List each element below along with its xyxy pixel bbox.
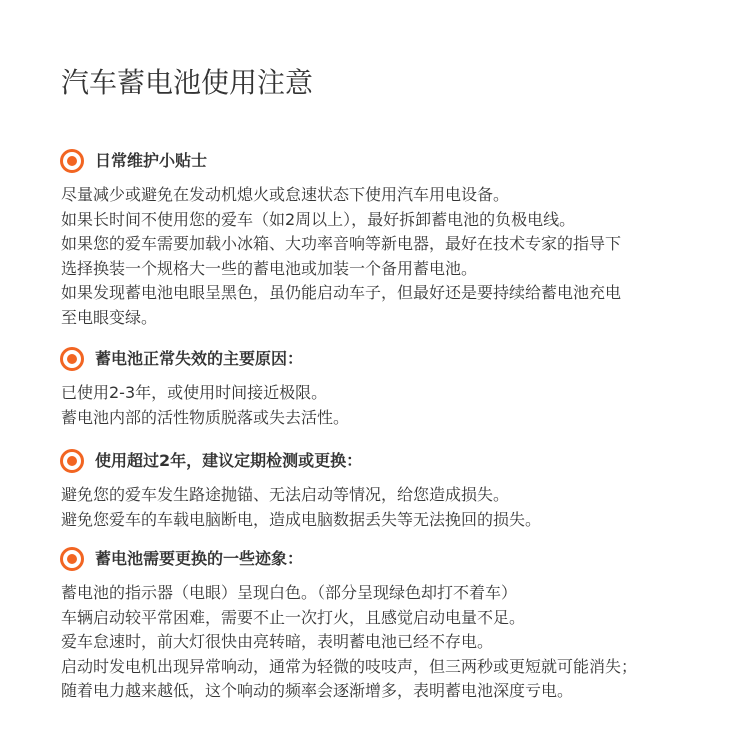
body-line: 避免您爱车的车载电脑断电，造成电脑数据丢失等无法挽回的损失。	[61, 509, 542, 529]
body-line: 蓄电池内部的活性物质脱落或失去活性。	[61, 407, 350, 427]
page-title: 汽车蓄电池使用注意	[61, 66, 314, 99]
section-title: 蓄电池需要更换的一些迹象：	[95, 549, 304, 568]
body-line: 爱车怠速时，前大灯很快由亮转暗，表明蓄电池已经不存电。	[61, 632, 494, 651]
body-line: 避免您的爱车发生路途抛锚、无法启动等情况，给您造成损失。	[61, 485, 510, 504]
section-body	[61, 381, 721, 430]
radio-bullet-icon	[60, 347, 84, 371]
section-regular-check	[0, 449, 750, 529]
body-line: 车辆启动较平常困难，需要不止一次打火，且感觉启动电量不足。	[61, 607, 526, 627]
section-body	[61, 483, 721, 532]
body-line: 随着电力越来越低，这个响动的频率会逐渐增多，表明蓄电池深度亏电。	[61, 681, 574, 700]
section-header	[0, 347, 750, 373]
section-header	[0, 449, 750, 475]
section-header	[0, 547, 750, 573]
body-line: 选择换装一个规格大一些的蓄电池或加装一个备用蓄电池。	[61, 258, 478, 278]
section-failure-causes	[0, 347, 750, 427]
radio-bullet-icon	[60, 449, 84, 473]
section-title: 日常维护小贴士	[95, 151, 208, 170]
body-line: 已使用2-3年，或使用时间接近极限。	[61, 383, 328, 402]
section-title: 使用超过2年，建议定期检测或更换：	[95, 451, 363, 470]
radio-bullet-icon	[60, 547, 84, 571]
section-header	[0, 149, 750, 175]
section-body	[61, 183, 721, 330]
radio-bullet-icon	[60, 149, 84, 173]
body-line: 如果您的爱车需要加载小冰箱、大功率音响等新电器，最好在技术专家的指导下	[61, 234, 622, 253]
body-line: 蓄电池的指示器（电眼）呈现白色。（部分呈现绿色却打不着车）	[61, 583, 518, 602]
body-line: 尽量减少或避免在发动机熄火或怠速状态下使用汽车用电设备。	[61, 185, 510, 204]
body-line: 至电眼变绿。	[61, 307, 158, 327]
section-body	[61, 581, 721, 704]
body-line: 启动时发电机出现异常响动，通常为轻微的吱吱声，但三两秒或更短就可能消失；	[61, 656, 638, 676]
body-line: 如果发现蓄电池电眼呈黑色，虽仍能启动车子，但最好还是要持续给蓄电池充电	[61, 283, 622, 302]
section-title: 蓄电池正常失效的主要原因：	[95, 349, 304, 368]
section-daily-maintenance	[0, 149, 750, 327]
body-line: 如果长时间不使用您的爱车（如2周以上），最好拆卸蓄电池的负极电线。	[61, 209, 576, 229]
section-replacement-signs	[0, 547, 750, 700]
